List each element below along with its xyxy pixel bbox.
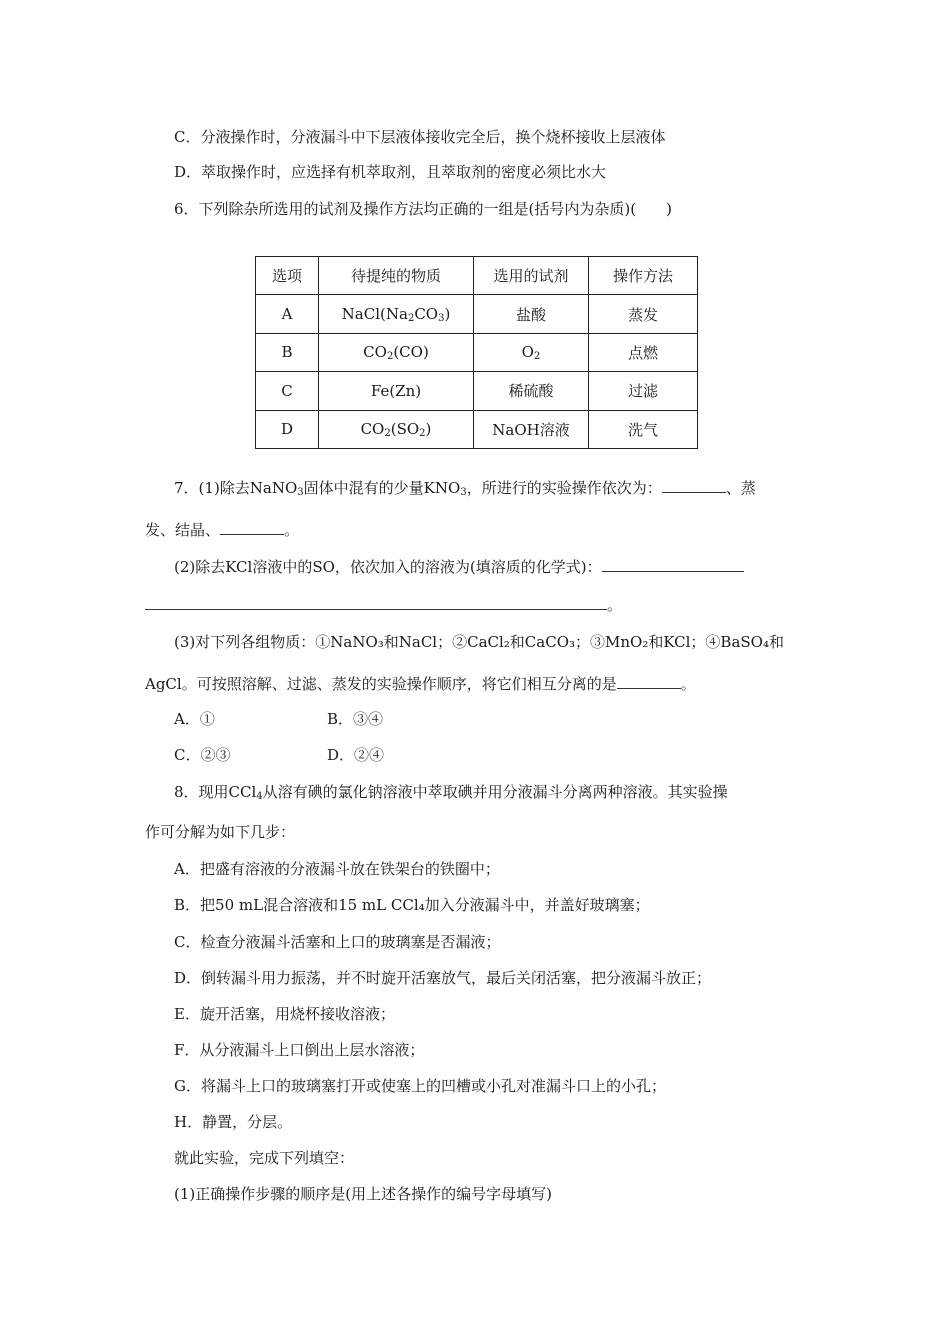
row-reagent: NaOH溶液 (474, 410, 589, 448)
row-option: C (256, 372, 319, 410)
row-reagent: 盐酸 (474, 295, 589, 333)
row-substance: $NaCl(Na_2CO_3)$ (319, 295, 474, 333)
row-reagent: $O_2$ (474, 333, 589, 371)
table-row (256, 410, 698, 448)
q8-step-c: C．检查分液漏斗活塞和上口的玻璃塞是否漏液； (174, 933, 501, 951)
table-header-row (256, 257, 698, 295)
row-method: 点燃 (589, 333, 698, 371)
q8-step-h: H．静置，分层。 (174, 1113, 293, 1131)
table-row (256, 295, 698, 333)
q8-fill-1: (1)正确操作步骤的顺序是(用上述各操作的编号字母填写) (174, 1185, 552, 1203)
q7-part3-cont: AgCl。可按照溶解、过滤、蒸发的实验操作顺序，将它们相互分离的是 。 (145, 675, 696, 693)
q8-fill-intro: 就此实验，完成下列填空： (174, 1149, 355, 1167)
table-row (256, 333, 698, 371)
row-option: A (256, 295, 319, 333)
row-method: 洗气 (589, 410, 698, 448)
row-substance: $CO_2(SO_2)$ (319, 410, 474, 448)
q7-option-b: B．③④ (327, 710, 384, 728)
q7-part1-cont: 发、结晶、 。 (145, 521, 300, 539)
answer-blank[interactable] (145, 594, 607, 610)
q8-step-a: A．把盛有溶液的分液漏斗放在铁架台的铁圈中； (174, 860, 500, 878)
header-reagent: 选用的试剂 (474, 257, 589, 295)
q7-part3: (3)对下列各组物质：①NaNO₃和NaCl；②CaCl₂和CaCO₃；③MnO₂和KCl；④BaSO₄和 (174, 633, 784, 651)
q8-stem: 8．现用CCl$_4$从溶有碘的氯化钠溶液中萃取碘并用分液漏斗分离两种溶液。其实验操 (174, 783, 728, 802)
row-method: 蒸发 (589, 295, 698, 333)
q7-option-d: D．②④ (327, 746, 385, 764)
answer-blank[interactable] (662, 477, 726, 493)
q8-step-e: E．旋开活塞，用烧杯接收溶液； (174, 1005, 395, 1023)
q8-step-d: D．倒转漏斗用力振荡，并不时旋开活塞放气，最后关闭活塞，把分液漏斗放正； (174, 969, 712, 987)
q8-step-f: F．从分液漏斗上口倒出上层水溶液； (174, 1041, 425, 1059)
header-option: 选项 (256, 257, 319, 295)
header-substance: 待提纯的物质 (319, 257, 474, 295)
table-row (256, 372, 698, 410)
q8-step-g: G．将漏斗上口的玻璃塞打开或使塞上的凹槽或小孔对准漏斗口上的小孔； (174, 1077, 666, 1095)
q8-step-b: B．把50 mL混合溶液和15 mL CCl₄加入分液漏斗中，并盖好玻璃塞； (174, 896, 650, 914)
q7-part1: 7．(1)除去NaNO$_3$固体中混有的少量$KNO_3$，所进行的实验操作依次为： 、蒸 (174, 479, 756, 498)
header-method: 操作方法 (589, 257, 698, 295)
answer-blank[interactable] (617, 673, 681, 689)
row-option: D (256, 410, 319, 448)
row-substance: $CO_2(CO)$ (319, 333, 474, 371)
q5-option-c: C．分液操作时，分液漏斗中下层液体接收完全后，换个烧杯接收上层液体 (174, 128, 666, 146)
q7-option-a: A．① (174, 710, 215, 728)
answer-blank[interactable] (220, 519, 284, 535)
q7-option-c: C．②③ (174, 746, 231, 764)
row-method: 过滤 (589, 372, 698, 410)
q5-option-d: D．萃取操作时，应选择有机萃取剂，且萃取剂的密度必须比水大 (174, 163, 607, 181)
q8-stem-cont: 作可分解为如下几步： (145, 823, 296, 841)
row-option: B (256, 333, 319, 371)
answer-blank[interactable] (602, 556, 744, 572)
q6-stem: 6．下列除杂所选用的试剂及操作方法均正确的一组是(括号内为杂质)( ) (174, 200, 672, 218)
row-reagent: 稀硫酸 (474, 372, 589, 410)
q7-part2: (2)除去KCl溶液中的SO，依次加入的溶液为(填溶质的化学式)： (174, 556, 744, 577)
q7-part2-cont: 。 (145, 594, 622, 615)
row-substance: Fe(Zn) (319, 372, 474, 410)
q6-options-table (255, 256, 698, 449)
